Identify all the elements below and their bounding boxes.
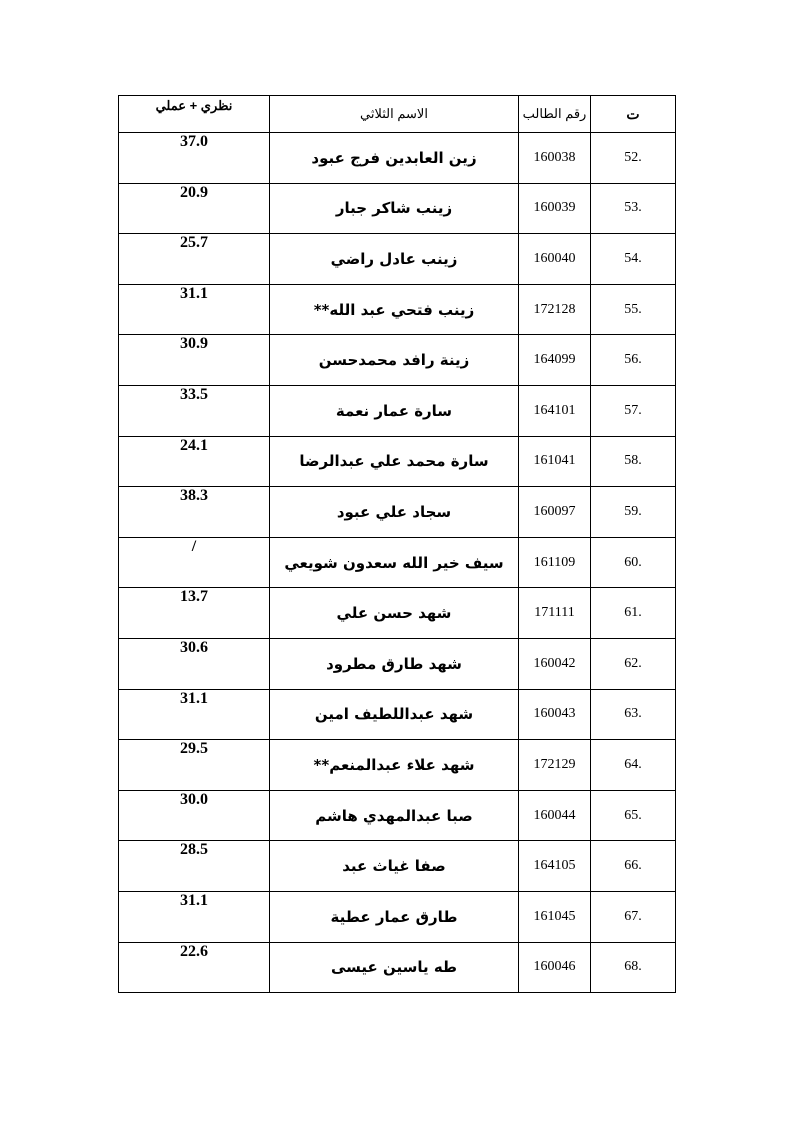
grade-cell: 20.9 [119,183,270,234]
student-id-cell: 164099 [519,335,591,386]
grade-cell: 25.7 [119,234,270,285]
student-id-cell: 164101 [519,385,591,436]
student-name-cell: شهد علاء عبدالمنعم** [270,740,519,791]
table-row [119,133,676,184]
row-number-cell: 60. [591,537,676,588]
grade-cell: 31.1 [119,689,270,740]
table-row [119,891,676,942]
student-name-cell: شهد حسن علي [270,588,519,639]
row-number-cell: 68. [591,942,676,993]
student-id-cell: 171111 [519,588,591,639]
table-row [119,942,676,993]
grade-cell: 30.6 [119,638,270,689]
student-name-cell: طارق عمار عطية [270,891,519,942]
grade-cell: 30.0 [119,790,270,841]
student-name-cell: زينب شاكر جبار [270,183,519,234]
table-row [119,385,676,436]
student-name-cell: زينب فتحي عبد الله** [270,284,519,335]
grade-cell: 24.1 [119,436,270,487]
row-number-cell: 64. [591,740,676,791]
student-id-cell: 160043 [519,689,591,740]
table-row [119,436,676,487]
student-id-cell: 172128 [519,284,591,335]
grade-cell: 30.9 [119,335,270,386]
table-row [119,487,676,538]
table-row [119,183,676,234]
row-number-cell: 53. [591,183,676,234]
row-number-cell: 52. [591,133,676,184]
student-id-cell: 160039 [519,183,591,234]
student-name-cell: طه ياسين عيسى [270,942,519,993]
row-number-cell: 55. [591,284,676,335]
table-row [119,740,676,791]
student-name-cell: شهد طارق مطرود [270,638,519,689]
header-name: الاسم الثلاثي [270,96,519,133]
student-id-cell: 161041 [519,436,591,487]
student-name-cell: شهد عبداللطيف امين [270,689,519,740]
grades-table [118,95,676,993]
student-id-cell: 161109 [519,537,591,588]
row-number-cell: 67. [591,891,676,942]
grade-cell: 28.5 [119,841,270,892]
table-row [119,335,676,386]
student-name-cell: زين العابدين فرج عبود [270,133,519,184]
table-row [119,638,676,689]
header-student-id: رقم الطالب [519,96,591,133]
student-name-cell: زينة رافد محمدحسن [270,335,519,386]
header-grade: نظري + عملي [119,96,270,133]
student-id-cell: 160042 [519,638,591,689]
grade-cell: 29.5 [119,740,270,791]
table-row [119,234,676,285]
student-id-cell: 164105 [519,841,591,892]
row-number-cell: 63. [591,689,676,740]
table-row [119,588,676,639]
row-number-cell: 59. [591,487,676,538]
row-number-cell: 57. [591,385,676,436]
student-name-cell: سيف خير الله سعدون شويعي [270,537,519,588]
row-number-cell: 54. [591,234,676,285]
student-name-cell: صفا غياث عبد [270,841,519,892]
grade-cell: / [119,537,270,588]
table-row [119,790,676,841]
table-body [119,133,676,993]
grade-cell: 22.6 [119,942,270,993]
row-number-cell: 58. [591,436,676,487]
grade-cell: 38.3 [119,487,270,538]
row-number-cell: 61. [591,588,676,639]
table-row [119,841,676,892]
student-name-cell: صبا عبدالمهدي هاشم [270,790,519,841]
row-number-cell: 66. [591,841,676,892]
student-name-cell: سارة محمد علي عبدالرضا [270,436,519,487]
row-number-cell: 56. [591,335,676,386]
grade-cell: 31.1 [119,284,270,335]
table-row [119,284,676,335]
student-name-cell: سجاد علي عبود [270,487,519,538]
table-row [119,689,676,740]
student-name-cell: زينب عادل راضي [270,234,519,285]
grade-cell: 31.1 [119,891,270,942]
table-row [119,537,676,588]
student-id-cell: 160038 [519,133,591,184]
student-id-cell: 160044 [519,790,591,841]
student-id-cell: 160097 [519,487,591,538]
student-id-cell: 160046 [519,942,591,993]
table-header-row [119,96,676,133]
student-id-cell: 160040 [519,234,591,285]
row-number-cell: 62. [591,638,676,689]
student-name-cell: سارة عمار نعمة [270,385,519,436]
student-id-cell: 172129 [519,740,591,791]
row-number-cell: 65. [591,790,676,841]
grade-cell: 13.7 [119,588,270,639]
header-number: ت [591,96,676,133]
grade-cell: 37.0 [119,133,270,184]
grade-cell: 33.5 [119,385,270,436]
student-id-cell: 161045 [519,891,591,942]
